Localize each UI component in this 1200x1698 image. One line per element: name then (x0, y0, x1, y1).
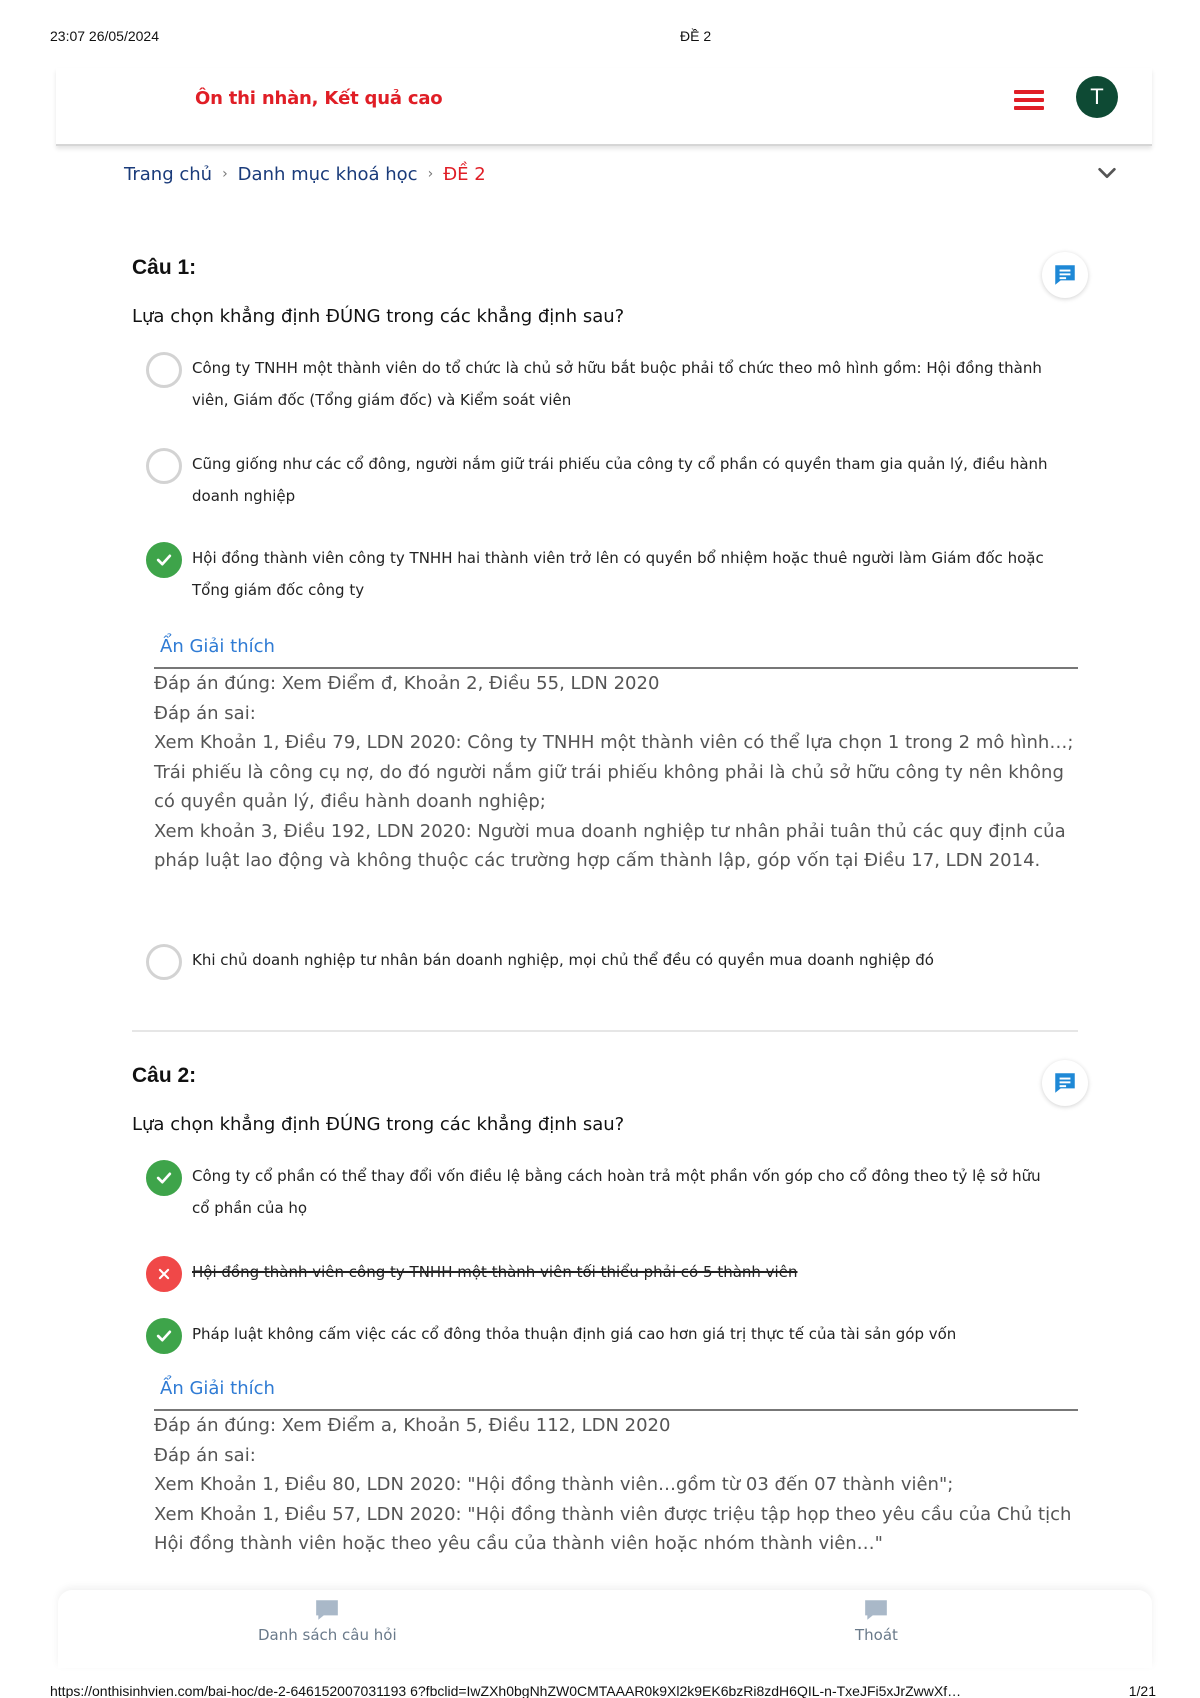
question-title: Câu 2: (132, 1064, 197, 1087)
print-header (50, 28, 1150, 48)
breadcrumb-separator-icon: › (427, 166, 434, 182)
user-avatar[interactable]: T (1076, 76, 1118, 118)
explanation-line: Xem Khoản 1, Điều 79, LDN 2020: Công ty TNHH một thành viên có thể lựa chọn 1 trong 2 mô hình…; (154, 732, 1074, 753)
exit-label: Thoát (855, 1626, 898, 1644)
print-footer (50, 1683, 1156, 1698)
option-text: Pháp luật không cấm việc các cổ đông thỏa thuận định giá cao hơn giá trị thực tế của tài sản góp vốn (192, 1325, 957, 1343)
comment-button[interactable] (1042, 252, 1088, 298)
option-text: Khi chủ doanh nghiệp tư nhân bán doanh nghiệp, mọi chủ thể đều có quyền mua doanh nghiệp đó (192, 951, 934, 969)
option-text: Cũng giống như các cổ đông, người nắm giữ trái phiếu của công ty cổ phần có quyền tham gia quản lý, điều hành doanh nghiệp (192, 455, 1048, 505)
breadcrumb (124, 160, 1124, 188)
answer-option-correct[interactable] (146, 1322, 1062, 1354)
question-list-label: Danh sách câu hỏi (258, 1626, 397, 1644)
option-text: Hội đồng thành viên công ty TNHH một thành viên tối thiểu phải có 5 thành viên (192, 1263, 798, 1281)
chat-bubble-icon (863, 1598, 889, 1622)
check-icon[interactable] (146, 1318, 182, 1354)
question-divider (132, 1030, 1078, 1032)
comment-icon (1052, 262, 1078, 288)
print-url: https://onthisinhvien.com/bai-hoc/de-2-646152007031193 6?fbclid=IwZXh0bgNhZW0CMTAAAR0k9Xl2k9EK6bzRi8zdH6QIL-n-TxeJFi5xJrZwwXf… (50, 1683, 962, 1698)
explanation-line: Đáp án sai: (154, 702, 256, 724)
answer-option[interactable] (146, 356, 1062, 416)
question-title: Câu 1: (132, 256, 197, 279)
explanation-line: Đáp án đúng: Xem Điểm a, Khoản 5, Điều 112, LDN 2020 (154, 1415, 671, 1436)
answer-option[interactable] (146, 452, 1062, 512)
hide-explanation-link[interactable]: Ẩn Giải thích (160, 636, 275, 657)
explanation-text (154, 669, 1084, 876)
close-icon[interactable] (146, 1256, 182, 1292)
hide-explanation-link[interactable]: Ẩn Giải thích (160, 1378, 275, 1399)
check-icon[interactable] (146, 1160, 182, 1196)
answer-option-correct[interactable] (146, 546, 1062, 606)
radio-button[interactable] (146, 352, 182, 388)
explanation-line: Xem khoản 3, Điều 192, LDN 2020: Người mua doanh nghiệp tư nhân phải tuân thủ các quy định của pháp luật lao động và không thuộc các trường hợp cấm thành lập, góp vốn tại Điều 17, LDN 2014. (154, 820, 1066, 871)
breadcrumb-home[interactable]: Trang chủ (124, 163, 213, 185)
question-card (132, 252, 1078, 1012)
chevron-down-icon[interactable] (1096, 162, 1118, 184)
breadcrumb-catalog[interactable]: Danh mục khoá học (237, 163, 418, 185)
chat-bubble-icon (314, 1598, 340, 1622)
option-text: Công ty TNHH một thành viên do tổ chức là chủ sở hữu bắt buộc phải tổ chức theo mô hình gồm: Hội đồng thành viên, Giám đốc (Tổng giám đốc) và Kiểm soát viên (192, 359, 1042, 409)
question-card (132, 1060, 1078, 1580)
explanation-line: Xem Khoản 1, Điều 80, LDN 2020: "Hội đồng thành viên…gồm từ 03 đến 07 thành viên"; (154, 1474, 954, 1495)
top-bar (56, 68, 1152, 146)
option-text: Công ty cổ phần có thể thay đổi vốn điều lệ bằng cách hoàn trả một phần vốn góp cho cổ đông theo tỷ lệ sở hữu cổ phần của họ (192, 1167, 1041, 1217)
print-page-number: 1/21 (1128, 1683, 1156, 1698)
explanation-line: Đáp án đúng: Xem Điểm đ, Khoản 2, Điều 55, LDN 2020 (154, 673, 660, 694)
explanation-line: Xem Khoản 1, Điều 57, LDN 2020: "Hội đồng thành viên được triệu tập họp theo yêu cầu của Chủ tịch Hội đồng thành viên hoặc theo yêu cầu của thành viên hoặc nhóm thành viên…" (154, 1503, 1072, 1554)
print-timestamp: 23:07 26/05/2024 (50, 28, 159, 44)
option-text: Hội đồng thành viên công ty TNHH hai thành viên trở lên có quyền bổ nhiệm hoặc thuê người làm Giám đốc hoặc Tổng giám đốc công ty (192, 549, 1044, 599)
question-text: Lựa chọn khẳng định ĐÚNG trong các khẳng định sau? (132, 306, 625, 327)
answer-option-wrong[interactable] (146, 1260, 1062, 1292)
question-list-button[interactable] (258, 1598, 397, 1644)
bottom-nav-bar (58, 1590, 1152, 1668)
check-icon[interactable] (146, 542, 182, 578)
radio-button[interactable] (146, 944, 182, 980)
brand-slogan[interactable]: Ôn thi nhàn, Kết quả cao (195, 88, 443, 109)
explanation-line: Trái phiếu là công cụ nợ, do đó người nắm giữ trái phiếu không phải là chủ sở hữu công ty nên không có quyền quản lý, điều hành doanh nghiệp; (154, 761, 1064, 812)
explanation-line: Đáp án sai: (154, 1444, 256, 1466)
hamburger-menu-icon[interactable] (1014, 90, 1044, 112)
radio-button[interactable] (146, 448, 182, 484)
comment-button[interactable] (1042, 1060, 1088, 1106)
breadcrumb-current: ĐỀ 2 (443, 163, 486, 185)
exit-button[interactable] (855, 1598, 898, 1644)
print-doc-title: ĐỀ 2 (680, 28, 712, 44)
breadcrumb-separator-icon: › (222, 166, 228, 182)
comment-icon (1052, 1070, 1078, 1096)
explanation-text (154, 1411, 1084, 1559)
answer-option[interactable] (146, 948, 1062, 980)
question-text: Lựa chọn khẳng định ĐÚNG trong các khẳng định sau? (132, 1114, 625, 1135)
answer-option-correct[interactable] (146, 1164, 1062, 1224)
